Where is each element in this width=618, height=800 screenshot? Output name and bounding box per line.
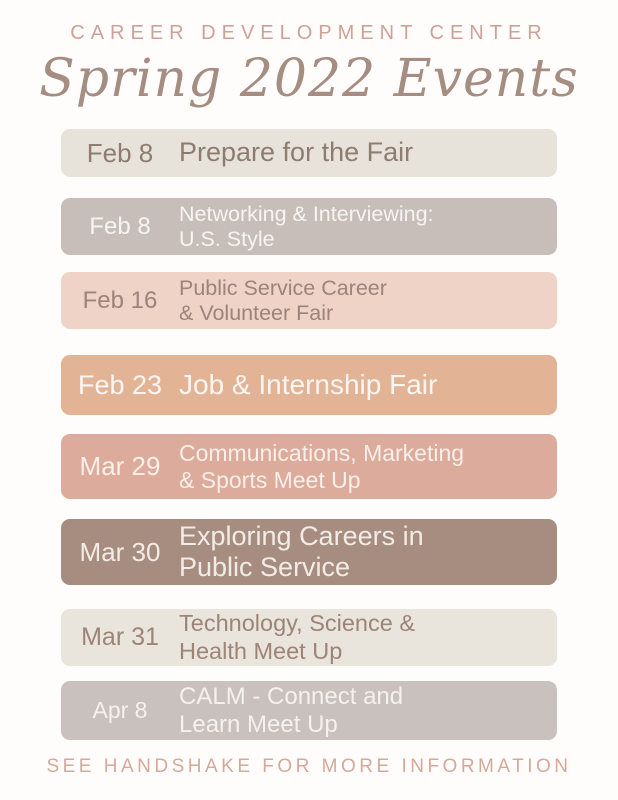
event-row [61, 434, 557, 499]
event-date: Mar 30 [79, 536, 161, 567]
event-title-line1: Communications, Marketing [179, 440, 465, 467]
page-subtitle: Spring 2022 Events [39, 49, 579, 109]
event-title [179, 683, 557, 738]
event-title [179, 137, 557, 168]
event-row [61, 272, 557, 329]
event-title-line1: Public Service Career [179, 275, 387, 300]
event-title-line2: Public Service [179, 552, 351, 582]
event-date: Feb 8 [86, 137, 154, 168]
event-title-line2: U.S. Style [179, 226, 275, 251]
event-row [61, 681, 557, 740]
event-title [179, 521, 557, 583]
event-title [179, 610, 557, 664]
poster-header [0, 0, 618, 109]
event-title [179, 369, 557, 401]
event-title-line1: Technology, Science & [179, 610, 416, 637]
event-row [61, 129, 557, 177]
event-row [61, 355, 557, 415]
event-date: Mar 29 [79, 451, 161, 481]
event-date: Feb 8 [89, 212, 151, 240]
event-title [179, 276, 557, 325]
event-date: Feb 16 [82, 286, 158, 314]
event-title-line1: Exploring Careers in [179, 520, 424, 551]
event-title-line2: Health Meet Up [179, 637, 343, 664]
event-title-line1: Prepare for the Fair [179, 137, 414, 168]
footer-note: SEE HANDSHAKE FOR MORE INFORMATION [46, 756, 572, 777]
event-title [179, 202, 557, 251]
event-title-line1: CALM - Connect and [179, 682, 404, 710]
event-title-line2: & Sports Meet Up [179, 466, 361, 493]
events-list [61, 129, 557, 740]
page-title: CAREER DEVELOPMENT CENTER [70, 22, 548, 44]
event-row [61, 198, 557, 255]
event-date: Apr 8 [92, 697, 148, 723]
event-row [61, 609, 557, 666]
event-date: Mar 31 [81, 623, 159, 651]
event-row [61, 519, 557, 585]
event-date: Feb 23 [77, 369, 163, 400]
event-title-line2: & Volunteer Fair [179, 300, 334, 325]
event-title-line2: Learn Meet Up [179, 710, 338, 738]
event-title [179, 440, 557, 493]
event-title-line1: Job & Internship Fair [179, 368, 438, 400]
event-title-line1: Networking & Interviewing: [179, 201, 434, 226]
